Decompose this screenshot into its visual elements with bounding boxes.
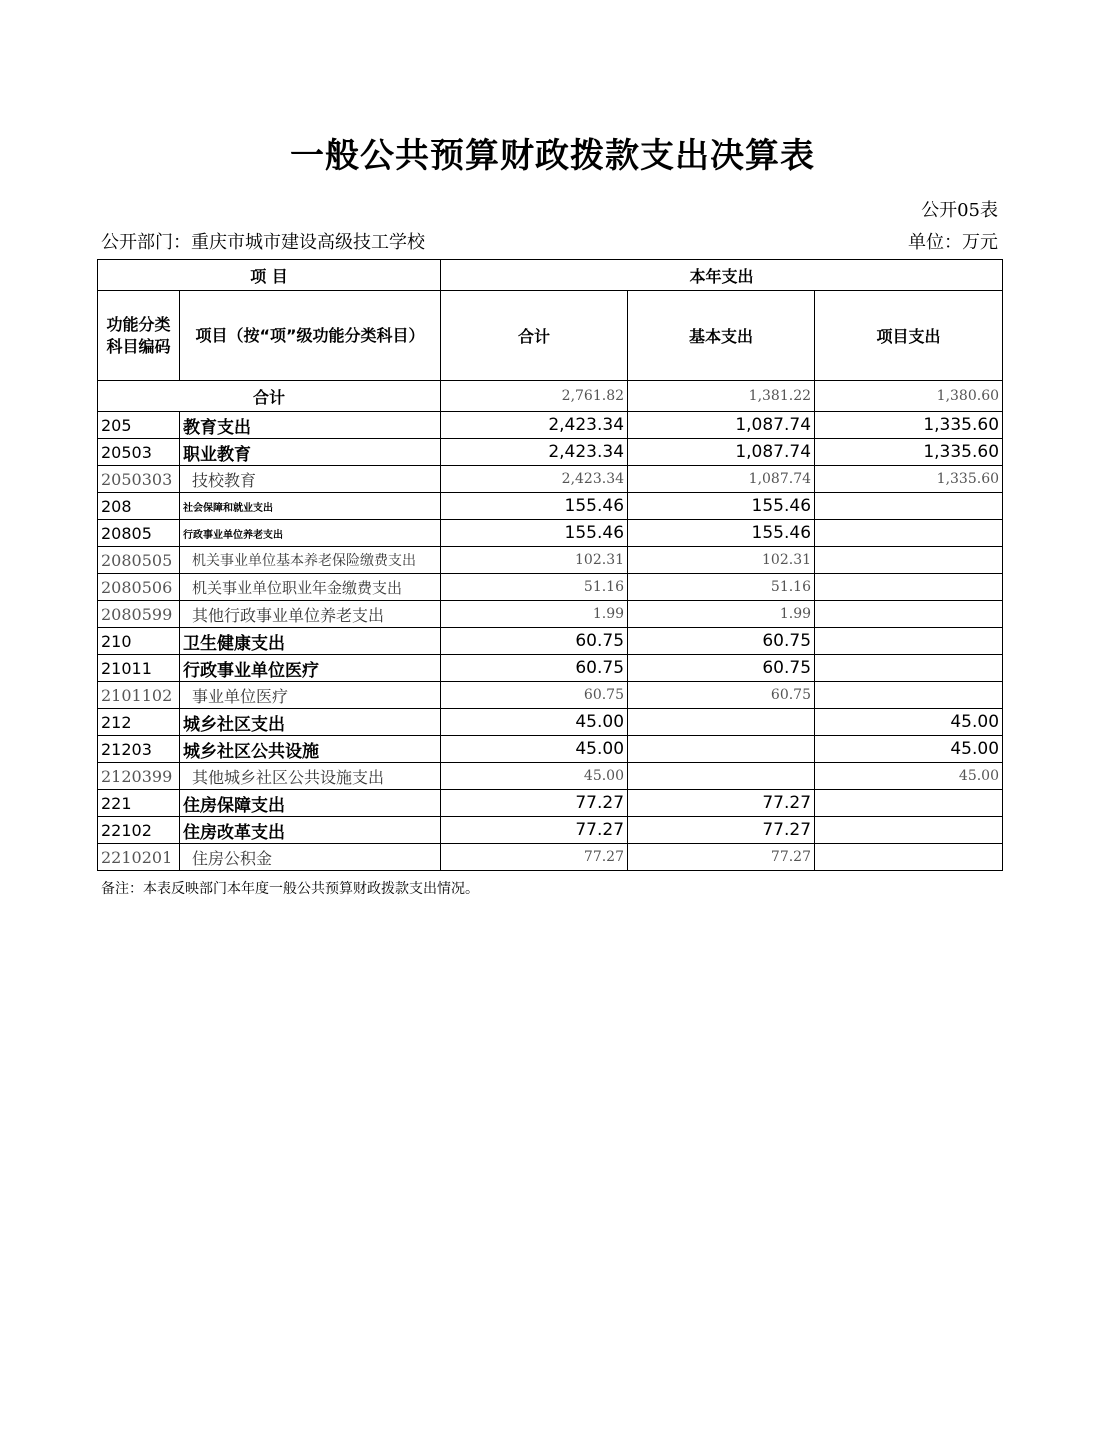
row-project: 45.00 (815, 709, 1003, 736)
header-name-col: 项目（按“项”级功能分类科目） (180, 291, 441, 381)
row-code: 22102 (98, 817, 180, 844)
row-project (815, 628, 1003, 655)
total-project: 1,380.60 (815, 381, 1003, 412)
table-row (98, 466, 1003, 493)
row-total: 2,423.34 (441, 439, 628, 466)
row-total: 77.27 (441, 817, 628, 844)
row-basic: 60.75 (628, 682, 815, 709)
row-code: 2210201 (98, 844, 180, 871)
row-name: 技校教育 (180, 466, 441, 493)
row-basic: 155.46 (628, 520, 815, 547)
row-project (815, 817, 1003, 844)
table-row (98, 682, 1003, 709)
header-total-col: 合计 (441, 291, 628, 381)
header-code-col: 功能分类科目编码 (98, 291, 180, 381)
row-total: 77.27 (441, 790, 628, 817)
row-total: 45.00 (441, 736, 628, 763)
department-label: 公开部门：重庆市城市建设高级技工学校 (101, 232, 425, 253)
row-total: 51.16 (441, 574, 628, 601)
table-row (98, 736, 1003, 763)
row-code: 2080505 (98, 547, 180, 574)
row-basic: 1.99 (628, 601, 815, 628)
header-project-col: 项目支出 (815, 291, 1003, 381)
row-basic: 1,087.74 (628, 439, 815, 466)
page-title: 一般公共预算财政拨款支出决算表 (290, 136, 815, 176)
row-name: 职业教育 (180, 439, 441, 466)
row-name: 行政事业单位养老支出 (180, 520, 441, 547)
row-total: 45.00 (441, 709, 628, 736)
row-basic: 1,087.74 (628, 466, 815, 493)
table-row (98, 493, 1003, 520)
row-project (815, 574, 1003, 601)
row-total: 155.46 (441, 520, 628, 547)
row-project (815, 682, 1003, 709)
row-project (815, 493, 1003, 520)
row-code: 2050303 (98, 466, 180, 493)
row-total: 102.31 (441, 547, 628, 574)
row-name: 行政事业单位医疗 (180, 655, 441, 682)
row-total: 1.99 (441, 601, 628, 628)
row-project (815, 844, 1003, 871)
row-total: 45.00 (441, 763, 628, 790)
row-basic: 77.27 (628, 844, 815, 871)
table-row (98, 790, 1003, 817)
row-code: 212 (98, 709, 180, 736)
row-total: 155.46 (441, 493, 628, 520)
row-code: 2120399 (98, 763, 180, 790)
row-name: 机关事业单位基本养老保险缴费支出 (180, 547, 441, 574)
row-name: 其他城乡社区公共设施支出 (180, 763, 441, 790)
row-project: 1,335.60 (815, 439, 1003, 466)
row-total: 2,423.34 (441, 412, 628, 439)
row-basic: 77.27 (628, 817, 815, 844)
row-name: 住房保障支出 (180, 790, 441, 817)
row-basic: 60.75 (628, 655, 815, 682)
row-code: 2101102 (98, 682, 180, 709)
row-code: 21011 (98, 655, 180, 682)
table-row (98, 817, 1003, 844)
row-project: 45.00 (815, 736, 1003, 763)
row-total: 60.75 (441, 655, 628, 682)
row-name: 社会保障和就业支出 (180, 493, 441, 520)
table-row (98, 574, 1003, 601)
row-total: 2,423.34 (441, 466, 628, 493)
row-basic: 77.27 (628, 790, 815, 817)
table-row (98, 763, 1003, 790)
row-basic: 102.31 (628, 547, 815, 574)
row-name: 城乡社区公共设施 (180, 736, 441, 763)
row-project (815, 547, 1003, 574)
table-row (98, 412, 1003, 439)
row-project (815, 520, 1003, 547)
header-current-year: 本年支出 (441, 260, 1003, 291)
table-row (98, 547, 1003, 574)
total-row (98, 381, 1003, 412)
row-basic (628, 763, 815, 790)
row-name: 教育支出 (180, 412, 441, 439)
row-total: 60.75 (441, 682, 628, 709)
table-row (98, 601, 1003, 628)
row-name: 城乡社区支出 (180, 709, 441, 736)
row-name: 住房改革支出 (180, 817, 441, 844)
table-row (98, 628, 1003, 655)
row-project: 45.00 (815, 763, 1003, 790)
row-project (815, 655, 1003, 682)
row-code: 20805 (98, 520, 180, 547)
row-code: 221 (98, 790, 180, 817)
header-item-group: 项 目 (98, 260, 441, 291)
total-basic: 1,381.22 (628, 381, 815, 412)
row-code: 2080599 (98, 601, 180, 628)
row-code: 208 (98, 493, 180, 520)
unit-label: 单位：万元 (908, 232, 998, 253)
row-project (815, 601, 1003, 628)
footnote: 备注：本表反映部门本年度一般公共预算财政拨款支出情况。 (101, 881, 479, 897)
row-name: 卫生健康支出 (180, 628, 441, 655)
row-name: 住房公积金 (180, 844, 441, 871)
row-basic: 1,087.74 (628, 412, 815, 439)
row-code: 20503 (98, 439, 180, 466)
expenditure-table (97, 259, 1003, 871)
row-basic: 155.46 (628, 493, 815, 520)
total-label: 合计 (98, 381, 441, 412)
total-amount: 2,761.82 (441, 381, 628, 412)
table-row (98, 844, 1003, 871)
table-row (98, 655, 1003, 682)
row-name: 其他行政事业单位养老支出 (180, 601, 441, 628)
row-code: 210 (98, 628, 180, 655)
row-name: 机关事业单位职业年金缴费支出 (180, 574, 441, 601)
form-number: 公开05表 (921, 200, 998, 221)
row-code: 205 (98, 412, 180, 439)
row-basic: 60.75 (628, 628, 815, 655)
row-total: 60.75 (441, 628, 628, 655)
header-basic-col: 基本支出 (628, 291, 815, 381)
row-project: 1,335.60 (815, 412, 1003, 439)
row-code: 21203 (98, 736, 180, 763)
row-total: 77.27 (441, 844, 628, 871)
row-basic (628, 736, 815, 763)
row-project: 1,335.60 (815, 466, 1003, 493)
row-code: 2080506 (98, 574, 180, 601)
table-row (98, 709, 1003, 736)
row-basic (628, 709, 815, 736)
table-row (98, 520, 1003, 547)
row-basic: 51.16 (628, 574, 815, 601)
row-name: 事业单位医疗 (180, 682, 441, 709)
table-row (98, 439, 1003, 466)
row-project (815, 790, 1003, 817)
